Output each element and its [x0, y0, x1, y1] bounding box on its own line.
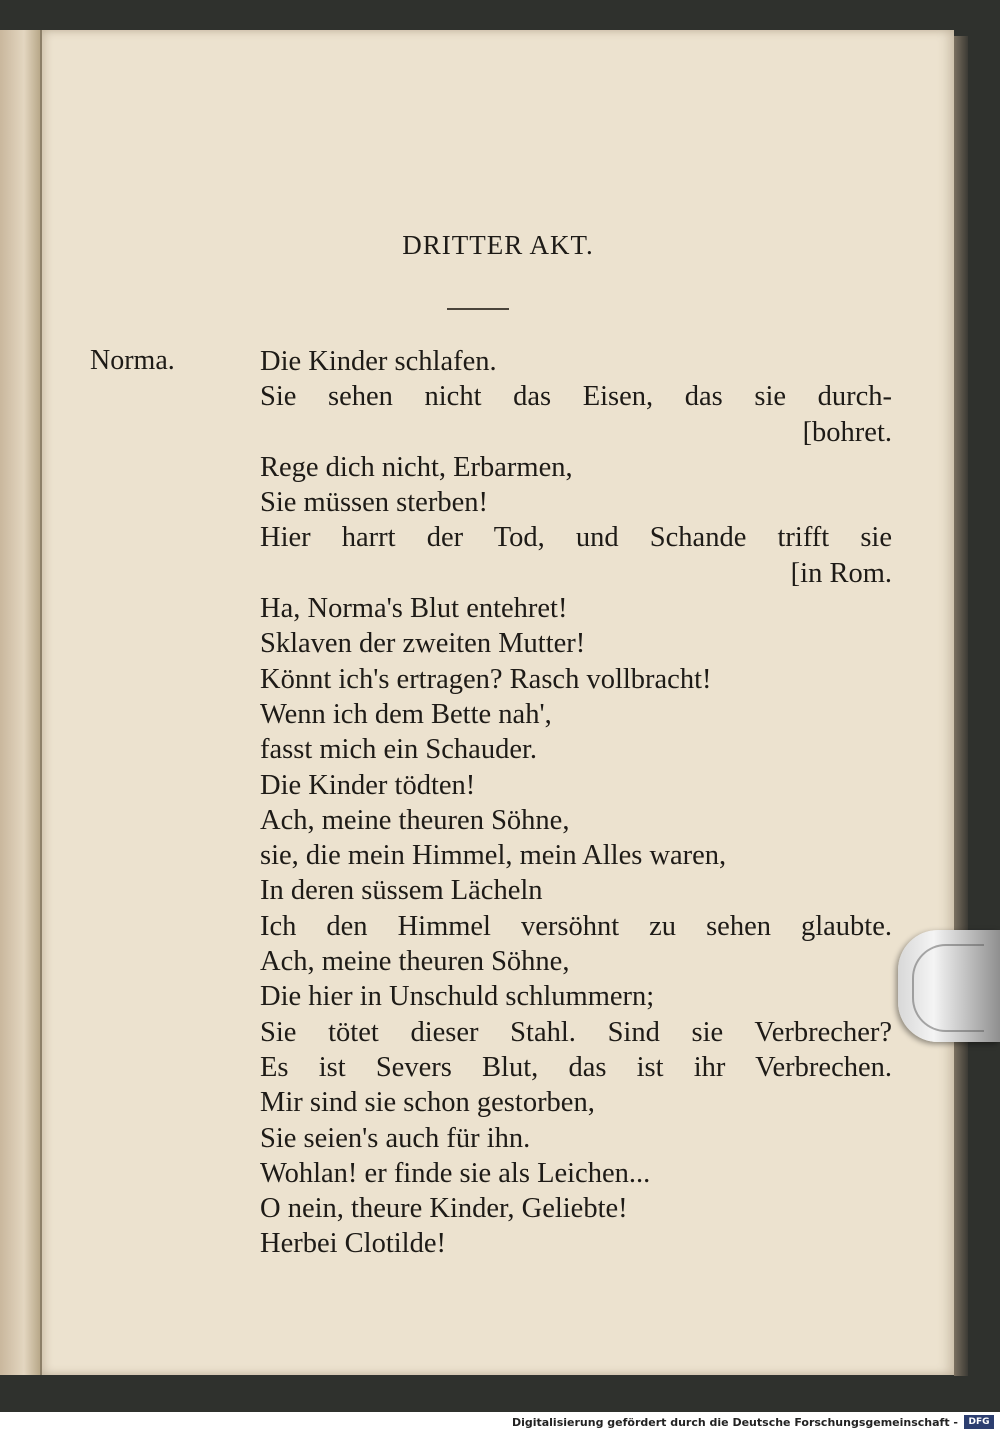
verse-line: Sie seien's auch für ihn.	[260, 1122, 531, 1154]
verse-line: Die hier in Unschuld schlummern;	[260, 981, 655, 1013]
verse-line: Die Kinder tödten!	[260, 769, 476, 801]
verse-block	[260, 344, 892, 1262]
verse-continuation: [in Rom.	[790, 557, 892, 589]
verse-line: Sie müssen sterben!	[260, 487, 488, 519]
verse-line: Wenn ich dem Bette nah',	[260, 698, 552, 730]
verse-line: Ach, meine theuren Söhne,	[260, 804, 570, 836]
verse-line: Ha, Norma's Blut entehret!	[260, 593, 568, 625]
page-clip-inner	[912, 944, 984, 1032]
verse-line: Die Kinder schlafen.	[260, 346, 497, 377]
verse-line: Ich den Himmel versöhnt zu sehen glaubte.	[260, 910, 892, 942]
verse-line: Rege dich nicht, Erbarmen,	[260, 451, 573, 483]
verse-line: O nein, theure Kinder, Geliebte!	[260, 1193, 628, 1225]
verse-line: Sie sehen nicht das Eisen, das sie durch-	[260, 381, 892, 413]
act-title: DRITTER AKT.	[402, 230, 594, 260]
dfg-logo: DFG	[964, 1415, 994, 1429]
speaker-name: Norma.	[90, 345, 175, 376]
verse-line: Könnt ich's ertragen? Rasch vollbracht!	[260, 663, 712, 695]
verse-line: In deren süssem Lächeln	[260, 875, 543, 907]
verse-line: Sklaven der zweiten Mutter!	[260, 628, 586, 660]
verse-line: sie, die mein Himmel, mein Alles waren,	[260, 840, 727, 872]
left-page-edge	[0, 30, 42, 1375]
verse-line: Es ist Severs Blut, das ist ihr Verbrechen.	[260, 1051, 892, 1083]
footer-bar	[0, 1412, 1000, 1434]
verse-line: Hier harrt der Tod, und Schande trifft sie	[260, 522, 892, 554]
title-rule	[447, 308, 509, 310]
verse-line: fasst mich ein Schauder.	[260, 734, 538, 766]
verse-continuation: [bohret.	[802, 416, 892, 448]
footer-credit: Digitalisierung gefördert durch die Deutsche Forschungsgemeinschaft -	[511, 1416, 958, 1429]
verse-line: Mir sind sie schon gestorben,	[260, 1087, 595, 1119]
page-clip	[898, 930, 1000, 1042]
page-right-edge	[954, 36, 968, 1376]
verse-line: Sie tötet dieser Stahl. Sind sie Verbrecher?	[260, 1016, 892, 1048]
verse-line: Herbei Clotilde!	[260, 1228, 446, 1260]
book-page	[42, 30, 954, 1375]
verse-line: Ach, meine theuren Söhne,	[260, 946, 570, 978]
verse-line: Wohlan! er finde sie als Leichen...	[260, 1157, 651, 1189]
